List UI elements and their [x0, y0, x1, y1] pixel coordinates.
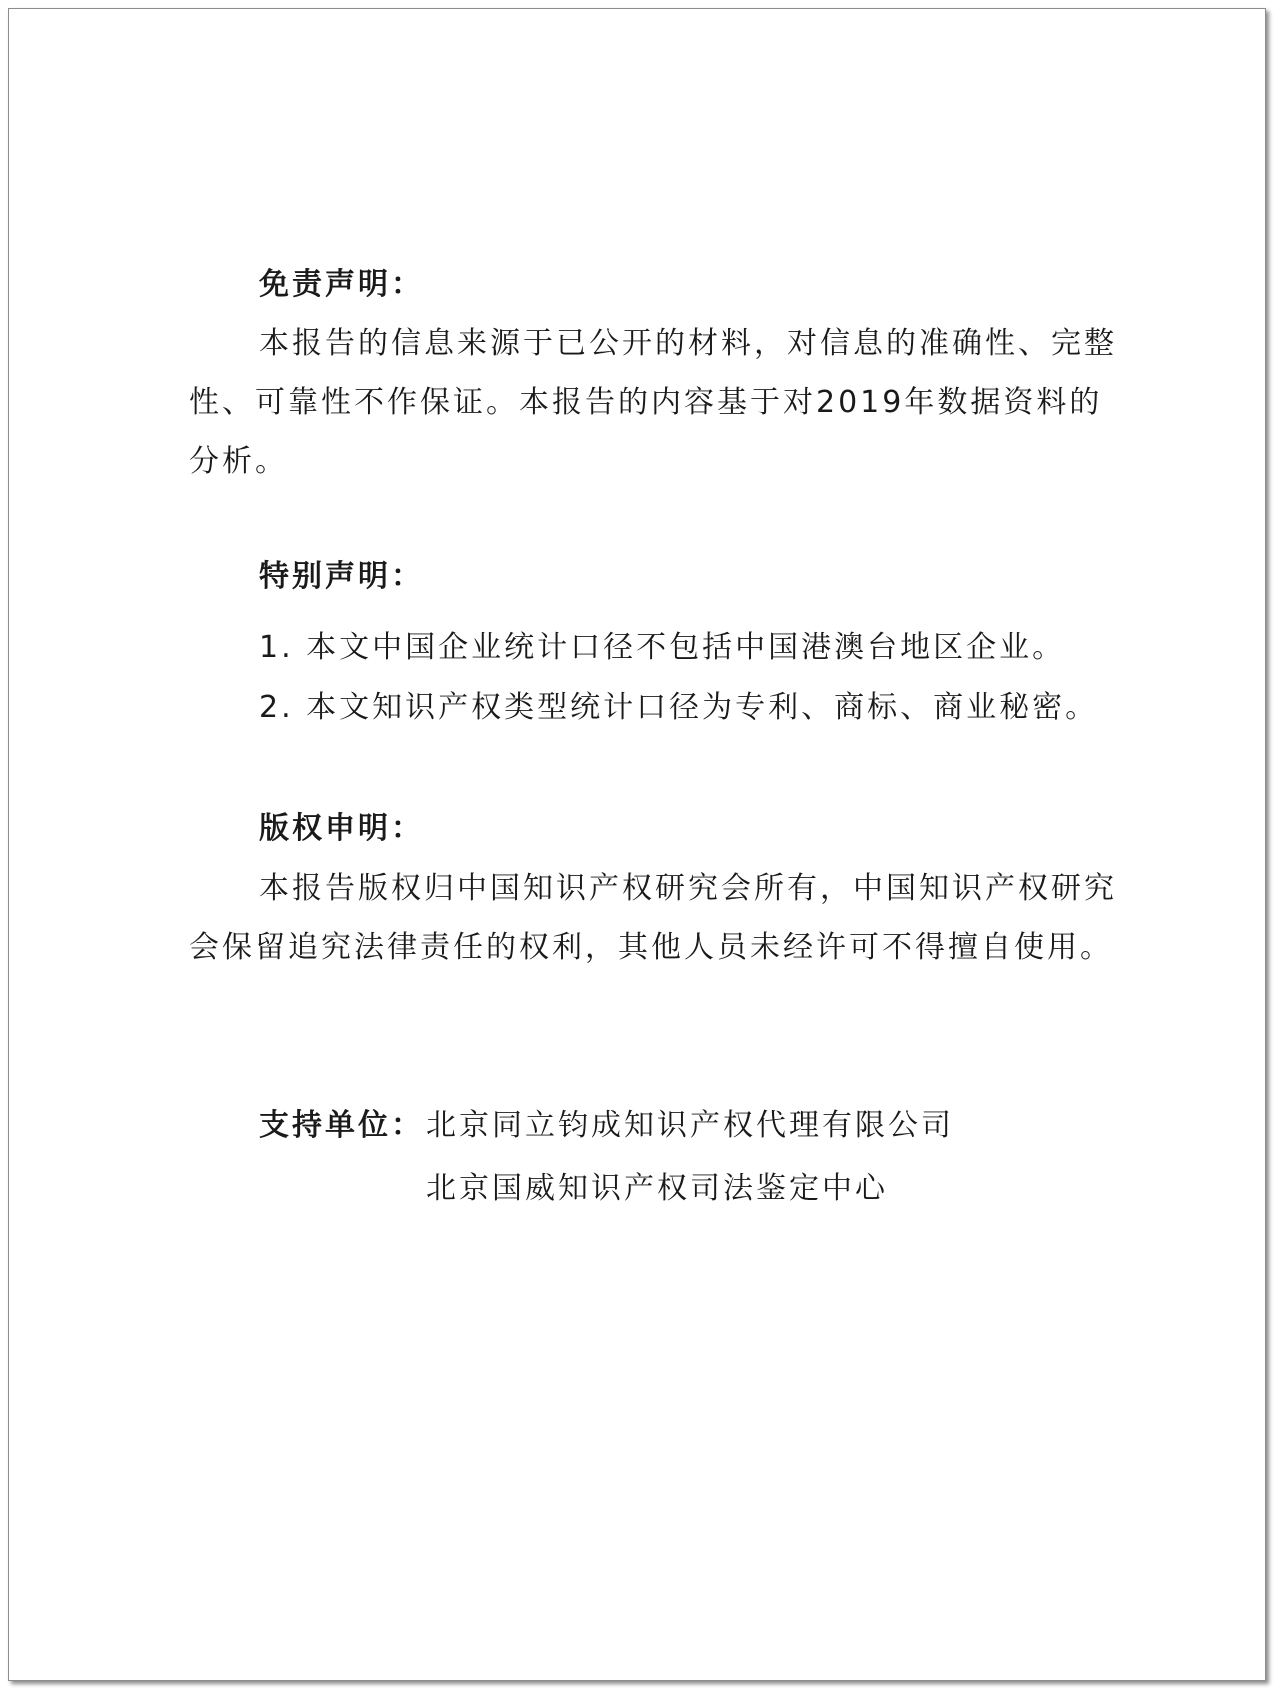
- disclaimer-text: 本报告的信息来源于已公开的材料，对信息的准确性、完整性、可靠性不作保证。本报告的内容基于对2019年数据资料的分析。: [189, 326, 1117, 479]
- support-org-1: 北京同立钧成知识产权代理有限公司: [426, 1108, 954, 1143]
- support-org-2: 北京国威知识产权司法鉴定中心: [426, 1171, 888, 1206]
- special-notice-item-2: 2. 本文知识产权类型统计口径为专利、商标、商业秘密。: [259, 690, 1099, 725]
- special-notice-heading: 特别声明：: [259, 559, 424, 594]
- copyright-heading: 版权申明：: [259, 811, 424, 846]
- disclaimer-heading: 免责声明：: [259, 267, 424, 302]
- document-page: [8, 8, 1266, 1681]
- special-notice-item-1: 1. 本文中国企业统计口径不包括中国港澳台地区企业。: [259, 630, 1066, 665]
- support-label: 支持单位：: [259, 1108, 424, 1143]
- copyright-text: 本报告版权归中国知识产权研究会所有，中国知识产权研究会保留追究法律责任的权利，其他人员未经许可不得擅自使用。: [189, 871, 1117, 965]
